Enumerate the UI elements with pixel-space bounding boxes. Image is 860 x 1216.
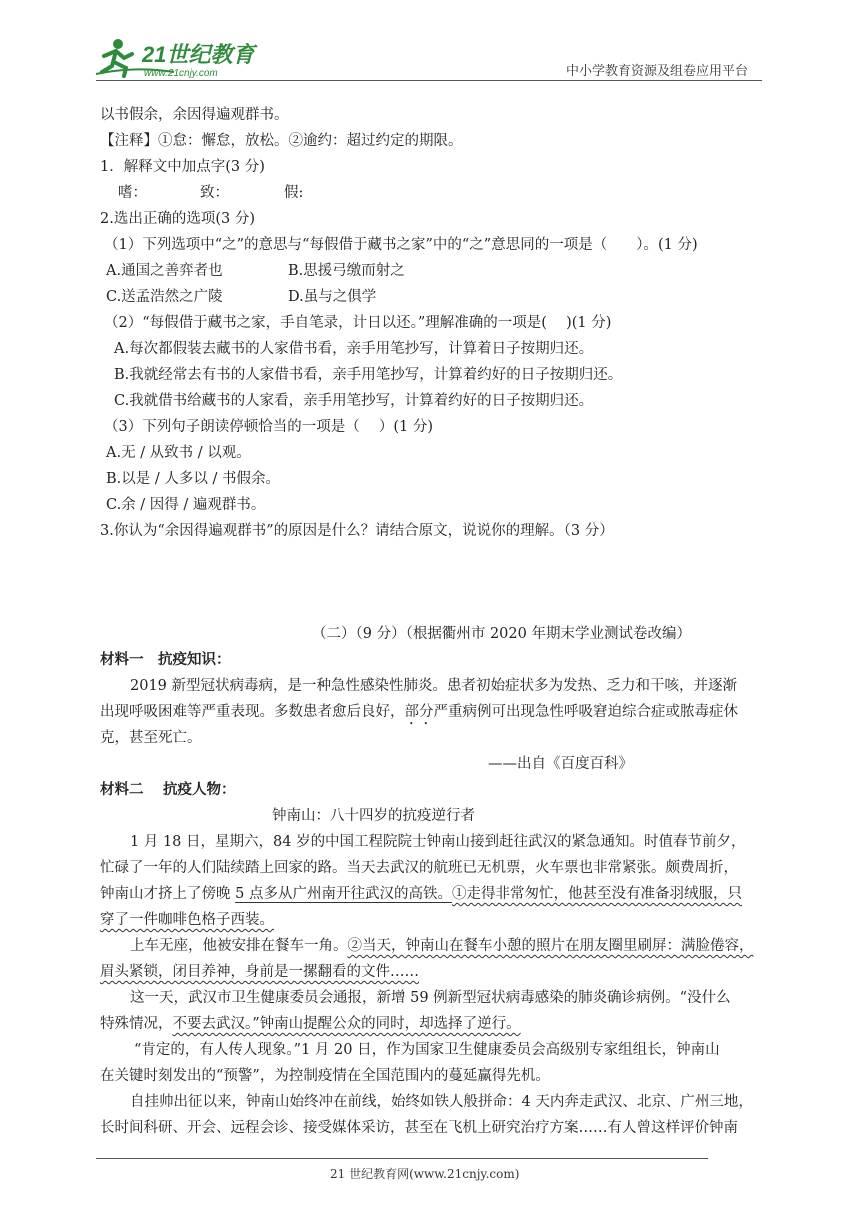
material-1-label: 材料一 抗疫知识： [100,651,231,668]
para-3-line-2: 特殊情况，不要去武汉。”钟南山提醒公众的同时，却选择了逆行。 [100,1016,521,1032]
para-1-line-1: 1 月 18 日，星期六，84 岁的中国工程院院士钟南山接到赶往武汉的紧急通知。时值春节前夕， [130,834,746,850]
question-2-3: （3）下列句子朗读停顿恰当的一项是（ ）(1 分) [104,419,433,435]
wavy-underline-3: 不要去武汉。”钟南山提醒公众的同时，却选择了逆行。 [172,1016,521,1032]
q1-blank-1: 嗜： [118,185,147,201]
q2-3-option-b: B.以是 / 人多以 / 书假余。 [106,471,280,487]
footer-divider [96,1158,708,1159]
question-3: 3.你认为“余因得遍观群书”的原因是什么？请结合原文，说说你的理解。（3 分） [100,523,614,539]
q2-2-option-a: A.每次都假装去藏书的人家借书看，亲手用笔抄写，计算着日子按期归还。 [114,341,594,357]
material-1-source: ——出自《百度百科》 [488,756,633,772]
wavy-underline-1: ①走得非常匆忙，他甚至没有准备羽绒服，只 [451,886,742,902]
para-1-line-3: 钟南山才挤上了傍晚 5 点多从广州南开往武汉的高铁。①走得非常匆忙，他甚至没有准备羽绒服，只 [100,886,742,902]
q2-1-option-a: A.通国之善弈者也 [106,263,223,279]
wavy-underline-2: ②当天，钟南山在餐车小憩的照片在朋友圈里刷屏：满脸倦容， [347,938,754,954]
para-2-line-1: 上车无座，他被安排在餐车一角。②当天，钟南山在餐车小憩的照片在朋友圈里刷屏：满脸倦容， [130,938,754,954]
q2-2-option-b: B.我就经常去有书的人家借书看，亲手用笔抄写，计算着约好的日子按期归还。 [114,367,623,383]
para-4-line-2: 在关键时刻发出的“预警”，为控制疫情在全国范围内的蔓延赢得先机。 [100,1068,550,1084]
logo-text: 21世纪教育 [142,42,255,67]
material-1-line-1: 2019 新型冠状病毒病，是一种急性感染性肺炎。患者初始症状多为发热、乏力和干咳，并逐渐 [130,678,738,694]
para-1-line-2: 忙碌了一年的人们陆续踏上回家的路。当天去武汉的航班已无机票，火车票也非常紧张。颇费周折， [100,860,738,876]
q2-1-option-d: D.虽与之俱学 [288,289,377,305]
question-2-2: （2）“每假借于藏书之家，手自笔录，计日以还。”理解准确的一项是( )(1 分) [104,315,612,331]
para-2-line-2 [100,962,419,982]
para-5-line-1: 自挂帅出征以来，钟南山始终冲在前线，始终如铁人般拼命：4 天内奔走武汉、北京、广州三地， [130,1094,753,1110]
question-2: 2.选出正确的选项(3 分) [100,211,255,227]
section-title: （二）（9 分）（根据衢州市 2020 年期末学业测试卷改编） [312,626,691,642]
header-divider [96,80,762,81]
q2-3-option-a: A.无 / 从致书 / 以观。 [106,445,251,461]
para-5-line-2: 长时间科研、开会、远程会诊、接受媒体采访，甚至在飞机上研究治疗方案……有人曾这样评价钟南 [100,1120,738,1136]
para-3-line-1: 这一天，武汉市卫生健康委员会通报，新增 59 例新型冠状病毒感染的肺炎确诊病例。“没什么 [130,990,731,1006]
q1-blank-3: 假: [284,185,304,201]
underlined-phrase: 5 点多从广州南开往武汉的高铁。 [235,886,452,902]
material-1-line-3: 克，甚至死亡。 [100,730,202,746]
notes: 【注释】①怠：懈怠，放松。②逾约：超过约定的期限。 [100,133,463,149]
para-4-line-1: “肯定的，有人传人现象。”1 月 20 日，作为国家卫生健康委员会高级别专家组组长，钟南山 [134,1042,720,1058]
wavy-underline-1-cont: 穿了一件咖啡色格子西装。 [100,912,274,928]
article-title: 钟南山：八十四岁的抗疫逆行者 [272,808,475,824]
material-2-label: 材料二 抗疫人物： [100,781,236,798]
footer-text: 21 世纪教育网(www.21cnjy.com) [330,1167,520,1181]
logo-url: www.21cnjy.com [144,68,218,79]
site-logo [94,36,264,80]
q2-1-option-b: B.思援弓缴而射之 [288,263,405,279]
dotted-emphasis: 部分 [404,704,434,720]
material-1-line-2: 出现呼吸困难等严重表现。多数患者愈后良好，部分严重病例可出现急性呼吸窘迫综合症或脓毒症休 [100,704,738,720]
para-1-line-4 [100,910,274,930]
passage-end: 以书假余，余因得遍观群书。 [100,107,289,123]
q2-3-option-c: C.余 / 因得 / 遍观群书。 [106,497,266,513]
q2-1-option-c: C.送孟浩然之广陵 [106,289,223,305]
q2-2-option-c: C.我就借书给藏书的人家看，亲手用笔抄写，计算着约好的日子按期归还。 [114,393,594,409]
question-2-1: （1）下列选项中“之”的意思与“每假借于藏书之家”中的“之”意思同的一项是（ ）。(1 分) [104,237,698,253]
question-1: 1．解释文中加点字(3 分) [100,159,265,175]
q1-blank-2: 致： [200,185,229,201]
header-slogan: 中小学教育资源及组卷应用平台 [566,64,749,79]
wavy-underline-2-cont: 眉头紧锁，闭目养神，身前是一摞翻看的文件…… [100,964,419,980]
